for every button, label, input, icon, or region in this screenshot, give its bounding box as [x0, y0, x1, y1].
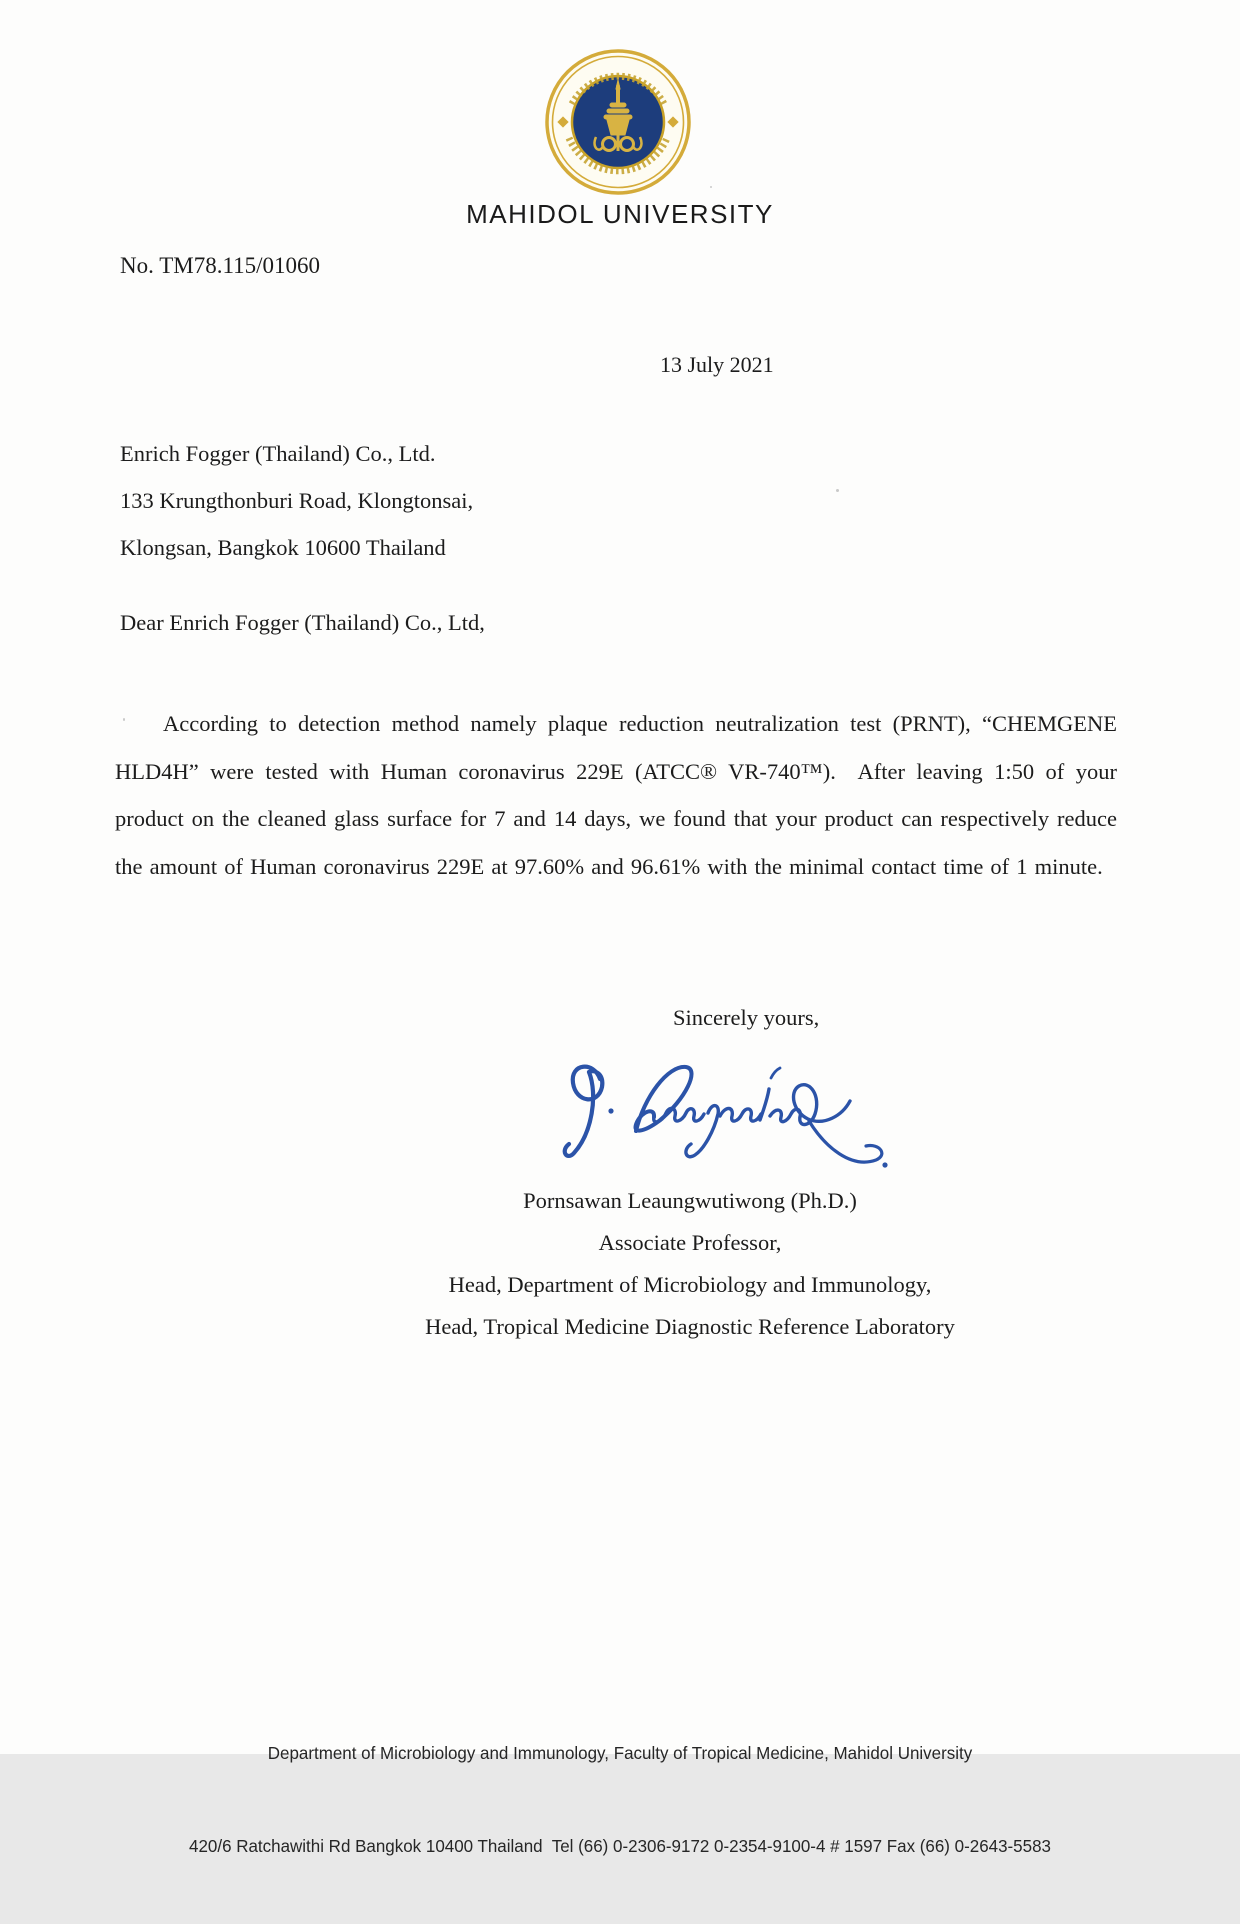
scan-speck: [710, 186, 712, 188]
recipient-line: Klongsan, Bangkok 10600 Thailand: [120, 535, 446, 560]
signer-title: Head, Department of Microbiology and Immunology,: [448, 1272, 932, 1297]
signer-block: [140, 1180, 1240, 1348]
body-paragraph: According to detection method namely plaque reduction neutralization test (PRNT), “CHEMGENE HLD4H” were tested with Human coronavirus 229E (ATCC® VR-740™). After leaving 1:50 of your product on the cleaned glass surface for 7 and 14 days, we found that your product can respectively reduce the amount of Human coronavirus 229E at 97.60% and 96.61% with the minimal contact time of 1 minute.: [115, 711, 1125, 879]
university-name: MAHIDOL UNIVERSITY: [466, 199, 774, 229]
letterhead-footer: [19, 1676, 1222, 1924]
scan-speck: [123, 718, 125, 721]
signer-name: Pornsawan Leaungwutiwong (Ph.D.): [523, 1188, 857, 1213]
recipient-address: [120, 430, 473, 571]
signer-title: Associate Professor,: [598, 1230, 782, 1255]
recipient-line: Enrich Fogger (Thailand) Co., Ltd.: [120, 441, 436, 466]
reference-number: No. TM78.115/01060: [120, 253, 320, 278]
handwritten-signature-icon: [538, 1055, 890, 1195]
letter-date: 13 July 2021: [660, 352, 774, 377]
recipient-line: 133 Krungthonburi Road, Klongtonsai,: [120, 488, 474, 513]
footer-line: Department of Microbiology and Immunology, Faculty of Tropical Medicine, Mahidol University: [267, 1743, 973, 1763]
footer-line: 420/6 Ratchawithi Rd Bangkok 10400 Thailand Tel (66) 0-2306-9172 0-2354-9100-4 # 1597 Fax (66) 0-2643-5583: [189, 1836, 1051, 1856]
scan-speck: [836, 489, 839, 492]
salutation: Dear Enrich Fogger (Thailand) Co., Ltd,: [120, 610, 485, 635]
signer-title: Head, Tropical Medicine Diagnostic Reference Laboratory: [425, 1314, 955, 1339]
closing-sincerely: Sincerely yours,: [673, 1005, 820, 1030]
mahidol-university-seal-icon: [543, 47, 693, 197]
